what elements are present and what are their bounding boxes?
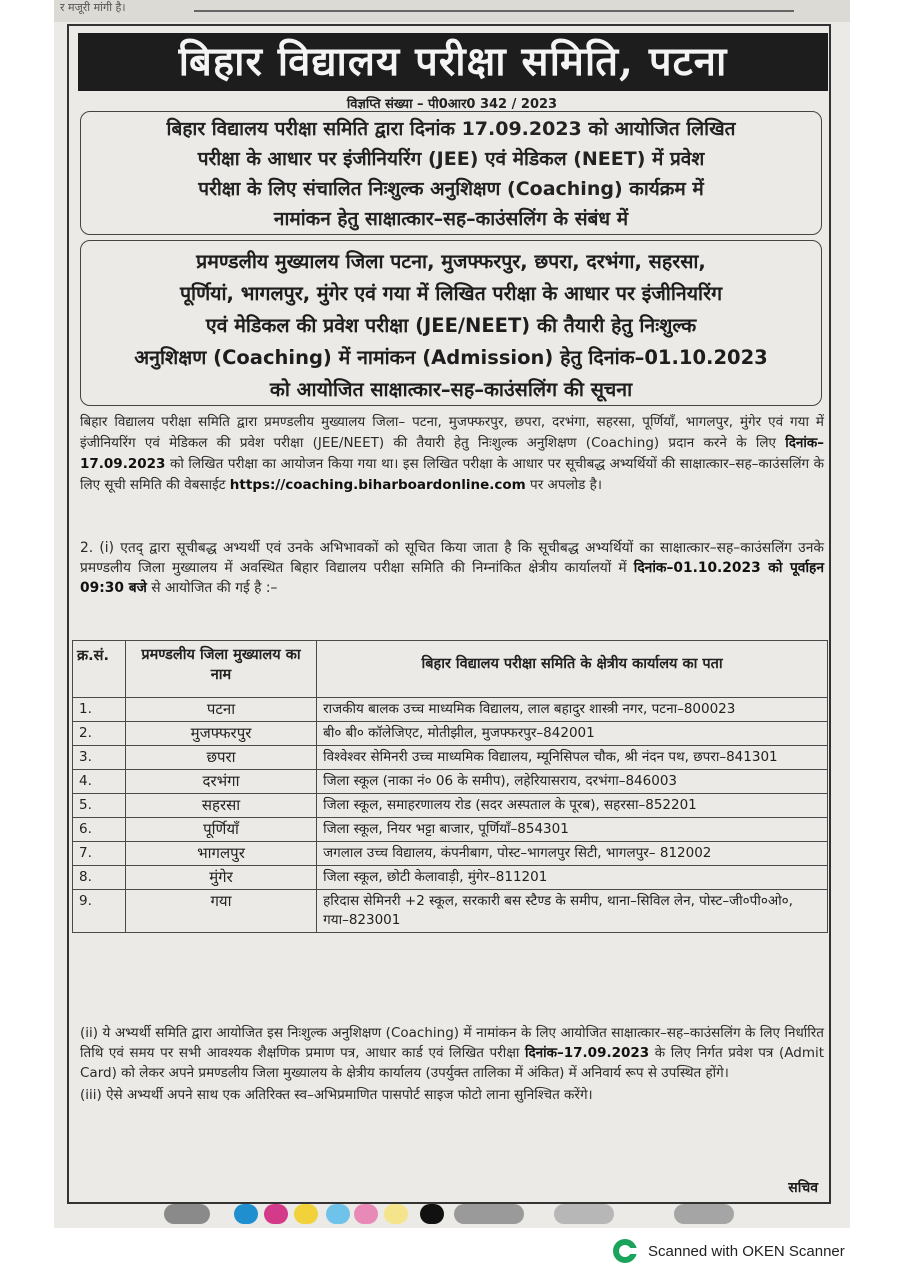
row-address: जिला स्कूल (नाका नं० 06 के समीप), लहेरियासराय, दरभंगा–846003 — [317, 770, 828, 794]
table-row — [73, 890, 828, 933]
note-iii: (iii) ऐसे अभ्यर्थी अपने साथ एक अतिरिक्त स्व–अभिप्रमाणित पासपोर्ट साइज फोटो लाना सुनिश्चित करेंगे। — [80, 1087, 593, 1103]
row-address: हरिदास सेमिनरी +2 स्कूल, सरकारी बस स्टैण्ड के समीप, थाना–सिविल लेन, पोस्ट–जी०पी०ओ०, गया–823001 — [317, 890, 828, 933]
row-district: पूर्णियाँ — [125, 818, 316, 842]
office-address-table — [72, 640, 828, 933]
subject-line: परीक्षा के आधार पर इंजीनियरिंग (JEE) एवं मेडिकल (NEET) में प्रवेश — [197, 148, 705, 170]
row-sno: 9. — [73, 890, 126, 933]
row-district: गया — [125, 890, 316, 933]
counselling-date: दिनांक–01.10.2023 को पूर्वाहन 09:30 बजे — [80, 560, 825, 596]
row-address: बी० बी० कॉलेजिएट, मोतीझील, मुजफ्फरपुर–842001 — [317, 722, 828, 746]
row-district: भागलपुर — [125, 842, 316, 866]
row-sno: 4. — [73, 770, 126, 794]
subject-line: परीक्षा के लिए संचालित निःशुल्क अनुशिक्षण (Coaching) कार्यक्रम में — [198, 178, 704, 200]
row-address: जिला स्कूल, समाहरणालय रोड (सदर अस्पताल के पूरब), सहरसा–852201 — [317, 794, 828, 818]
table-header-row — [73, 641, 828, 698]
footer-notes — [80, 1023, 824, 1105]
headline-line: एवं मेडिकल की प्रवेश परीक्षा (JEE/NEET) की तैयारी हेतु निःशुल्क — [205, 314, 697, 337]
headline-line: अनुशिक्षण (Coaching) में नामांकन (Admission) हेतु दिनांक–01.10.2023 — [134, 346, 768, 369]
subject-line: नामांकन हेतु साक्षात्कार–सह–काउंसलिंग के संबंध में — [273, 208, 629, 230]
row-sno: 3. — [73, 746, 126, 770]
table-row — [73, 698, 828, 722]
headline-line: प्रमण्डलीय मुख्यालय जिला पटना, मुजफ्फरपुर, छपरा, दरभंगा, सहरसा, — [196, 250, 706, 273]
row-district: छपरा — [125, 746, 316, 770]
row-sno: 7. — [73, 842, 126, 866]
row-sno: 6. — [73, 818, 126, 842]
oken-scanner-logo-icon — [612, 1238, 638, 1264]
row-address: जगलाल उच्च विद्यालय, कंपनीबाग, पोस्ट–भागलपुर सिटी, भागलपुर– 812002 — [317, 842, 828, 866]
print-color-bar — [54, 1202, 850, 1228]
table-row — [73, 818, 828, 842]
scanner-watermark — [612, 1238, 845, 1264]
previous-article-strip — [54, 0, 850, 22]
table-row — [73, 866, 828, 890]
subject-box — [80, 111, 822, 235]
body-paragraph-1: बिहार विद्यालय परीक्षा समिति द्वारा प्रमण्डलीय मुख्यालय जिला– पटना, मुजफ्फरपुर, छपरा, दरभंगा, सहरसा, पूर्णियाँ, भागलपुर, मुंगेर एवं गया में इंजीनियरिंग एवं मेडिकल की प्रवेश परीक्षा (JEE/NEET) की तैयारी हेतु निःशुल्क अनुशिक्षण (Coaching) प्रदान करने के लिए दिनांक– 17.09.2023 को लिखित परीक्षा का आयोजन किया गया था। इस लिखित परीक्षा के आधार पर सूचीबद्ध अभ्यर्थियों की साक्षात्कार–सह–काउंसलिंग के लिए सूची समिति की वेबसाईट https://coaching.biharboardonline.com पर अपलोड है। — [80, 414, 824, 493]
signature-secretary: सचिव — [788, 1180, 818, 1196]
subject-line: बिहार विद्यालय परीक्षा समिति द्वारा दिनांक 17.09.2023 को आयोजित लिखित — [166, 118, 736, 140]
row-district: मुंगेर — [125, 866, 316, 890]
notice-number: विज्ञप्ति संख्या – पी0आर0 342 / 2023 — [346, 97, 558, 112]
scanner-label: Scanned with OKEN Scanner — [648, 1242, 845, 1260]
row-address: जिला स्कूल, नियर भट्टा बाजार, पूर्णियाँ–854301 — [317, 818, 828, 842]
header-district: प्रमण्डलीय जिला मुख्यालय का नाम — [125, 641, 316, 698]
row-sno: 8. — [73, 866, 126, 890]
body-paragraph-2: 2. (i) एतद् द्वारा सूचीबद्ध अभ्यर्थी एवं उनके अभिभावकों को सूचित किया जाता है कि सूचीबद्ध अभ्यर्थियों का साक्षात्कार–सह–काउंसलिंग उनके प्रमण्डलीय जिला मुख्यालय में अवस्थित बिहार विद्यालय परीक्षा समिति की निम्नांकित क्षेत्रीय कार्यालयों में दिनांक–01.10.2023 को पूर्वाहन 09:30 बजे से आयोजित की गई है :– — [80, 540, 825, 596]
row-address: विश्वेश्वर सेमिनरी उच्च माध्यमिक विद्यालय, म्यूनिसिपल चौक, श्री नंदन पथ, छपरा–841301 — [317, 746, 828, 770]
row-sno: 2. — [73, 722, 126, 746]
table-row — [73, 770, 828, 794]
notice-title: बिहार विद्यालय परीक्षा समिति, पटना — [78, 33, 828, 91]
website-link[interactable]: https://coaching.biharboardonline.com — [229, 477, 526, 493]
table-row — [73, 722, 828, 746]
table-row — [73, 794, 828, 818]
row-district: पटना — [125, 698, 316, 722]
table-row — [73, 842, 828, 866]
exam-date: दिनांक– 17.09.2023 — [80, 435, 824, 472]
row-sno: 1. — [73, 698, 126, 722]
headline-line: पूर्णियां, भागलपुर, मुंगेर एवं गया में लिखित परीक्षा के आधार पर इंजीनियरिंग — [179, 282, 723, 305]
previous-article-text: र मजूरी मांगी है। — [60, 1, 126, 14]
table-row — [73, 746, 828, 770]
row-address: राजकीय बालक उच्च माध्यमिक विद्यालय, लाल बहादुर शास्त्री नगर, पटना–800023 — [317, 698, 828, 722]
headline-box — [80, 240, 822, 406]
row-district: दरभंगा — [125, 770, 316, 794]
header-address: बिहार विद्यालय परीक्षा समिति के क्षेत्रीय कार्यालय का पता — [317, 641, 828, 698]
row-address: जिला स्कूल, छोटी केलावाड़ी, मुंगेर–811201 — [317, 866, 828, 890]
row-district: सहरसा — [125, 794, 316, 818]
header-sno: क्र.सं. — [73, 641, 126, 698]
headline-line: को आयोजित साक्षात्कार–सह–काउंसलिंग की सूचना — [269, 378, 633, 401]
note-ii: (ii) ये अभ्यर्थी समिति द्वारा आयोजित इस निःशुल्क अनुशिक्षण (Coaching) में नामांकन के लिए आयोजित साक्षात्कार–सह–काउंसलिंग के लिए निर्धारित तिथि एवं समय पर सभी आवश्यक शैक्षणिक प्रमाण पत्र, आधार कार्ड एवं लिखित परीक्षा दिनांक–17.09.2023 के लिए निर्गत प्रवेश पत्र (Admit Card) को लेकर अपने प्रमण्डलीय जिला मुख्यालय के क्षेत्रीय कार्यालय (उपर्युक्त तालिका में अंकित) में अनिवार्य रूप से उपस्थित होंगे। — [80, 1025, 825, 1081]
row-sno: 5. — [73, 794, 126, 818]
row-district: मुजफ्फरपुर — [125, 722, 316, 746]
